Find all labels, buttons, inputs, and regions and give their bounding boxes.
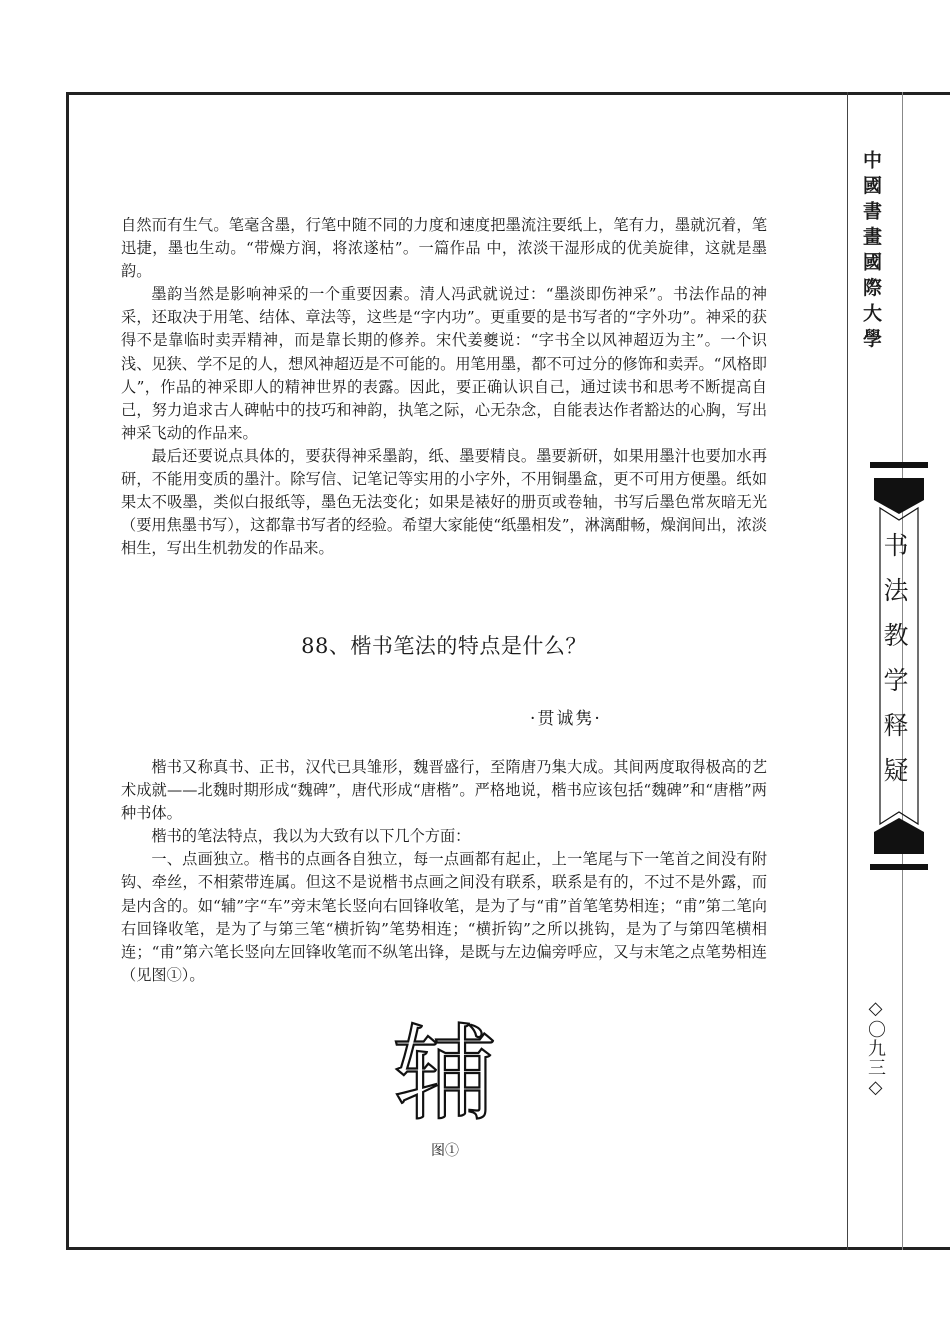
figure-character: 辅 [392,1013,498,1132]
book-title: 书法教学释疑 [880,532,909,802]
paragraph: 一、点画独立。楷书的点画各自独立，每一点画都有起止，上一笔尾与下一笔首之间没有附钩、牵丝，不相萦带连属。但这不是说楷书点画之间没有联系，联系是有的，不过不是外露，而是内含的。如“辅”字“车”旁末笔长竖向右回锋收笔，是为了与“甫”首笔笔势相连；“甫”第二笔向右回锋收笔，是为了与第三笔“横折钩”笔势相连；“横折钩”之所以挑钩，是为了与第四笔横相连；“甫”第六笔长竖向左回锋收笔而不纵笔出锋，是既与左边偏旁呼应，又与末笔之点笔势相连（见图①）。 [121,850,767,984]
title-bar-top [870,462,928,468]
calligraphy-figure [390,1012,500,1132]
author-name: ·贯诚隽· [530,709,602,729]
university-name: 中國書畫國際大學 [860,150,882,354]
paragraph: 楷书的笔法特点，我以为大致有以下几个方面： [151,827,471,846]
paragraph: 墨韵当然是影响神采的一个重要因素。清人冯武就说过：“墨淡即伤神采”。书法作品的神采，还取决于用笔、结体、章法等，这些是“字内功”。更重要的是书写者的“字外功”。神采的获得不是靠临时卖弄精神，而是靠长期的修养。宋代姜夔说：“字书全以风神超迈为主”。一个识浅、见狭、学不足的人，想风神超迈是不可能的。用笔用墨，都不可过分的修饰和卖弄。“风格即人”，作品的神采即人的精神世界的表露。因此，要正确认识自己，通过读书和思考不断提高自己，努力追求古人碑帖中的技巧和神韵，执笔之际，心无杂念，自能表达作者豁达的心胸，写出神采飞动的作品来。 [121,285,767,442]
page-number: ◇〇九三◇ [865,998,886,1099]
section-heading: 88、楷书笔法的特点是什么？ [301,634,587,658]
body-text-section1 [121,214,767,560]
paragraph: 最后还要说点具体的，要获得神采墨韵，纸、墨要精良。墨要新研，如果用墨汁也要加水再研，不能用变质的墨汁。除写信、记笔记等实用的小字外，不用铜墨盒，更不可用方便墨。纸如果太不吸墨，类似白报纸等，墨色无法变化；如果是裱好的册页或卷轴，书写后墨色常灰暗无光（要用焦墨书写），这都靠书写者的经验。希望大家能使“纸墨相发”，淋漓酣畅，燥润间出，浓淡相生，写出生机勃发的作品来。 [121,446,767,558]
paragraph: 自然而有生气。笔毫含墨，行笔中随不同的力度和速度把墨流注要纸上，笔有力，墨就沉着，笔迅捷，墨也生动。“带燥方润，将浓遂枯”。一篇作品 中，浓淡干湿形成的优美旋律，这就是墨韵。 [121,216,767,281]
body-text-section2 [121,756,767,987]
paragraph: 楷书又称真书、正书，汉代已具雏形，魏晋盛行，至隋唐乃集大成。其间两度取得极高的艺术成就——北魏时期形成“魏碑”，唐代形成“唐楷”。严格地说，楷书应该包括“魏碑”和“唐楷”两种书体。 [121,758,767,823]
figure-caption: 图① [431,1143,459,1159]
title-bar-bottom [870,864,928,870]
sidebar-divider [847,92,848,1250]
